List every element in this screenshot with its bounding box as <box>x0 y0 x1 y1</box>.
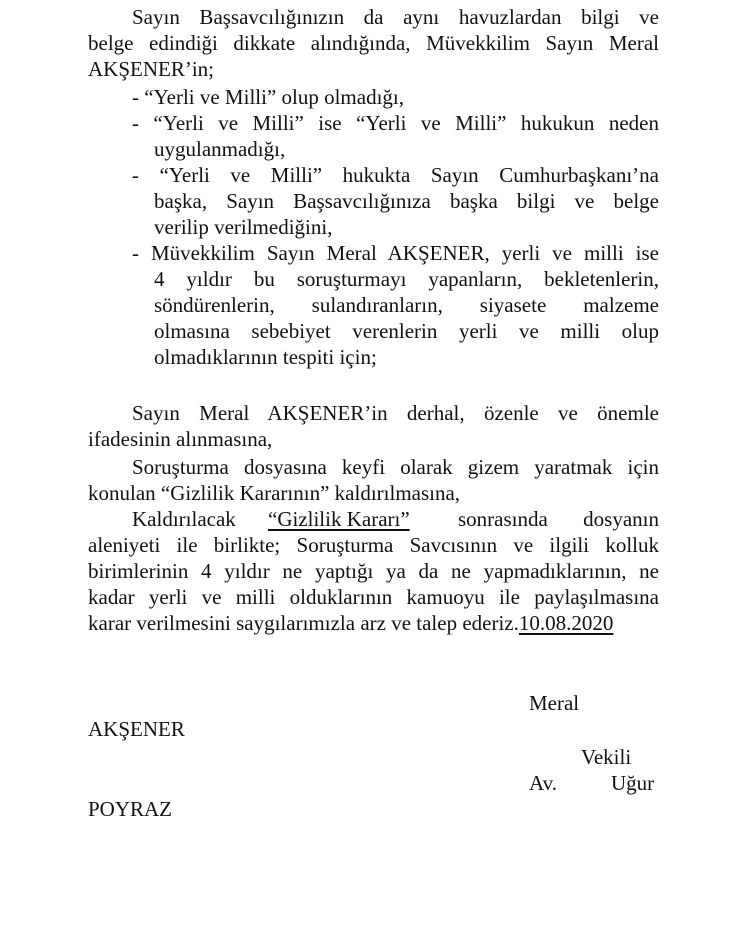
request-paragraph-line: aleniyeti ile birlikte; Soruşturma Savcısının ve ilgili kolluk <box>88 533 659 557</box>
date: 10.08.2020 <box>518 611 614 635</box>
list-item-continuation: başka, Sayın Başsavcılığınıza başka bilgi ve belge <box>154 189 659 213</box>
list-item-continuation: olmasına sebebiyet verenlerin yerli ve milli olup <box>154 319 659 343</box>
request-paragraph-line: Sayın Meral AKŞENER’in derhal, özenle ve önemle <box>132 401 659 425</box>
list-item: - “Yerli ve Milli” ise “Yerli ve Milli” hukukun neden <box>132 111 659 135</box>
request-paragraph-line: Soruşturma dosyasına keyfi olarak gizem yaratmak için <box>132 455 659 479</box>
request-paragraph-line <box>88 610 659 636</box>
request-paragraph-line: birimlerinin 4 yıldır ne yaptığı ya da ne yapmadıklarının, ne <box>88 559 659 583</box>
list-item-continuation: söndürenlerin, sulandıranların, siyasete malzeme <box>154 293 659 317</box>
signature-word: Uğur <box>611 771 655 795</box>
secrecy-decision-underlined: “Gizlilik Kararı” <box>268 507 410 531</box>
word: Kaldırılacak <box>132 507 236 531</box>
signature-word: Av. <box>529 771 557 795</box>
signature-word: Meral <box>529 691 580 715</box>
word: dosyanın <box>583 507 659 531</box>
intro-line: AKŞENER’in; <box>88 57 214 81</box>
list-item: - “Yerli ve Milli” olup olmadığı, <box>132 85 405 109</box>
request-paragraph-line: kadar yerli ve milli olduklarının kamuoyu ile paylaşılmasına <box>88 585 659 609</box>
list-item: - Müvekkilim Sayın Meral AKŞENER, yerli ve milli ise <box>132 241 659 265</box>
intro-line: Sayın Başsavcılığınızın da aynı havuzlardan bilgi ve <box>132 5 659 29</box>
signature-word: AKŞENER <box>88 717 185 741</box>
list-item-continuation: olmadıklarının tespiti için; <box>154 345 377 369</box>
request-paragraph-line: konulan “Gizlilik Kararının” kaldırılmasına, <box>88 481 461 505</box>
intro-line: belge edindiği dikkate alındığında, Müvekkilim Sayın Meral <box>88 31 659 55</box>
closing-text: karar verilmesini saygılarımızla arz ve talep ederiz. <box>88 611 519 635</box>
list-item: - “Yerli ve Milli” hukukta Sayın Cumhurbaşkanı’na <box>132 163 659 187</box>
word: sonrasında <box>458 507 548 531</box>
request-paragraph-line: ifadesinin alınmasına, <box>88 427 273 451</box>
signature-word: Vekili <box>581 745 632 769</box>
list-item-continuation: 4 yıldır bu soruşturmayı yapanların, bekletenlerin, <box>154 267 659 291</box>
list-item-continuation: verilip verilmediğini, <box>154 215 333 239</box>
list-item-continuation: uygulanmadığı, <box>154 137 286 161</box>
signature-word: POYRAZ <box>88 797 173 821</box>
